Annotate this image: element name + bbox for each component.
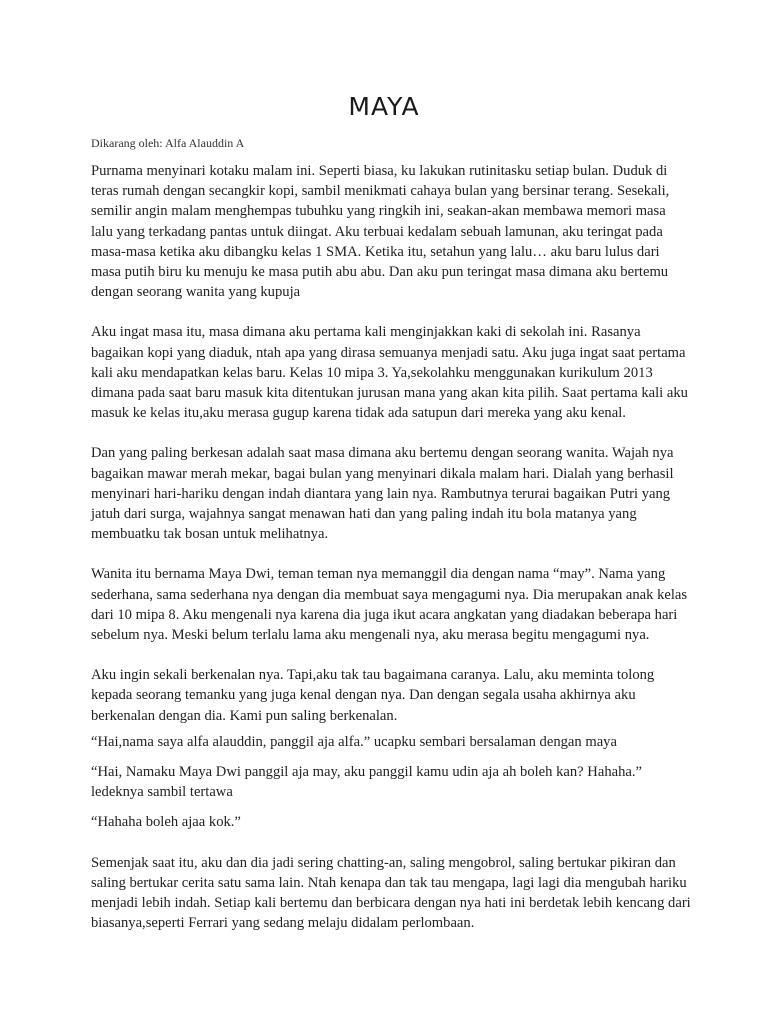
dialogue-line: “Hai,nama saya alfa alauddin, panggil aja alfa.” ucapku sembari bersalaman dengan maya bbox=[91, 733, 617, 750]
dialogue-line: “Hahaha boleh ajaa kok.” bbox=[91, 814, 241, 831]
document-title: MAYA bbox=[348, 92, 420, 121]
author-byline: Dikarang oleh: Alfa Alauddin A bbox=[91, 136, 245, 150]
paragraph: Semenjak saat itu, aku dan dia jadi sering chatting-an, saling mengobrol, saling bertukar pikiran dan saling bertukar cerita satu sama lain. Ntah kenapa dan tak tau mengapa, lagi lagi dia mengubah hariku menjadi lebih indah. Setiap kali bertemu dan berbicara dengan nya hati ini berdetak lebih kencang dari biasanya,seperti Ferrari yang sedang melaju didalam perlombaan. bbox=[91, 854, 691, 932]
paragraph: Wanita itu bernama Maya Dwi, teman teman nya memanggil dia dengan nama “may”. Nama yang sederhana, sama sederhana nya dengan dia membuat saya mengagumi nya. Dia merupakan anak kelas dari 10 mipa 8. Aku mengenali nya karena dia juga ikut acara angkatan yang diadakan beberapa hari sebelum nya. Meski belum terlalu lama aku mengenali nya, aku merasa begitu mengagumi nya. bbox=[91, 566, 688, 644]
paragraph: Aku ingat masa itu, masa dimana aku pertama kali menginjakkan kaki di sekolah ini. Rasanya bagaikan kopi yang diaduk, ntah apa yang dirasa semuanya menjadi satu. Aku juga ingat saat pertama kali aku mendapatkan kelas baru. Kelas 10 mipa 3. Ya,sekolahku menggunakan kurikulum 2013 dimana pada saat baru masuk kita ditentukan jurusan mana yang akan kita pilih. Saat pertama kali aku masuk ke kelas itu,aku merasa gugup karena tidak ada satupun dari mereka yang aku kenal. bbox=[91, 324, 688, 422]
paragraph: Aku ingin sekali berkenalan nya. Tapi,aku tak tau bagaimana caranya. Lalu, aku meminta tolong kepada seorang temanku yang juga kenal dengan nya. Dan dengan segala usaha akhirnya aku berkenalan dengan dia. Kami pun saling berkenalan. bbox=[91, 667, 655, 724]
paragraph: Purnama menyinari kotaku malam ini. Seperti biasa, ku lakukan rutinitasku setiap bulan. Duduk di teras rumah dengan secangkir kopi, sambil menikmati cahaya bulan yang bersinar terang. Sesekali, semilir angin malam menghempas tubuhku yang ringkih ini, seakan-akan membawa memori masa lalu yang terkadang pantas untuk diingat. Aku terbuai kedalam sebuah lamunan, aku teringat pada masa-masa ketika aku dibangku kelas 1 SMA. Ketika itu, setahun yang lalu… aku baru lulus dari masa putih biru ku menuju ke masa putih abu abu. Dan aku pun teringat masa dimana aku bertemu dengan seorang wanita yang kupuja bbox=[91, 163, 670, 301]
document-body bbox=[91, 161, 691, 954]
dialogue-line: “Hai, Namaku Maya Dwi panggil aja may, aku panggil kamu udin aja ah boleh kan? Hahaha.” ledeknya sambil tertawa bbox=[91, 764, 642, 801]
paragraph: Dan yang paling berkesan adalah saat masa dimana aku bertemu dengan seorang wanita. Wajah nya bagaikan mawar merah mekar, bagai bulan yang menyinari dikala malam hari. Dialah yang berhasil menyinari hari-hariku dengan indah diantara yang lain nya. Rambutnya terurai bagaikan Putri yang jatuh dari surga, wajahnya sangat menawan hati dan yang paling indah itu bola matanya yang membuatku tak bosan untuk melihatnya. bbox=[91, 445, 674, 543]
